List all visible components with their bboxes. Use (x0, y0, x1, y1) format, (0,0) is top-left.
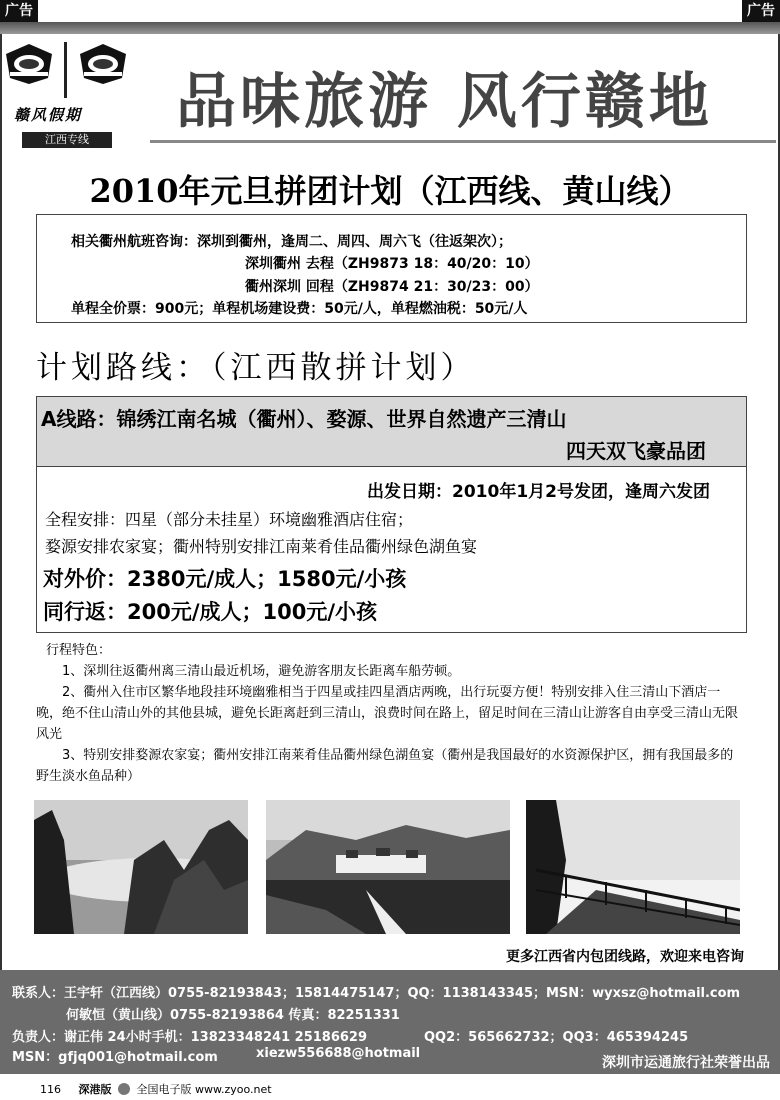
contact-line: QQ2：565662732；QQ3：465394245 (424, 1030, 689, 1045)
slogan-divider (150, 140, 776, 143)
feature-item: 1、深圳往返衢州离三清山最近机场，避免游客朋友长距离车船劳顿。 (62, 664, 461, 679)
edition-label: 深港版 (78, 1083, 112, 1096)
route-package: 四天双飞豪品团 (566, 439, 706, 463)
site-logo-icon (118, 1083, 130, 1095)
route-heading: 计划路线：（江西散拼计划） (36, 350, 476, 386)
logo-divider (64, 42, 67, 98)
contact-line: MSN：gfjq001@hotmail.com (12, 1050, 218, 1065)
flight-line: 衢州深圳 回程（ZH9874 21：30/23：00） (245, 279, 539, 295)
route-box (36, 396, 747, 633)
arrangement-line: 全程安排：四星（部分未挂星）环境幽雅酒店住宿； (45, 510, 414, 529)
feature-item: 3、特别安排婺源农家宴；衢州安排江南莱肴佳品衢州绿色湖鱼宴（衢州是我国最好的水资源保护区，拥有我国最多的野生淡水鱼品种） (36, 748, 734, 784)
features-label: 行程特色： (46, 643, 112, 658)
departure-date: 出发日期：2010年1月2号发团，逢周六发团 (367, 482, 710, 502)
contact-line: 联系人：王宇轩（江西线）0755-82193843；15814475147；QQ：1138143345；MSN：wyxsz@hotmail.com (12, 986, 741, 1001)
contact-line: 负责人：谢正伟 24小时手机：13823348241 25186629 (12, 1030, 368, 1045)
route-name: A线路：锦绣江南名城（衢州）、婺源、世界自然遗产三清山 (41, 407, 567, 431)
site-label: 全国电子版 www.zyoo.net (136, 1083, 272, 1096)
contact-section (0, 970, 780, 1074)
photo-village-river (266, 800, 510, 934)
brand-name: 赣风假期 (14, 106, 83, 124)
ad-label-right: 广告 (742, 0, 780, 22)
logo-group (4, 42, 128, 102)
photo-mountain-peaks (34, 800, 248, 934)
route-header (37, 397, 746, 467)
header-bar (0, 22, 780, 34)
arrangement-line: 婺源安排农家宴；衢州特别安排江南莱肴佳品衢州绿色湖鱼宴 (45, 537, 478, 556)
contact-line: xiezw556688@hotmail (256, 1046, 421, 1061)
page-number: 116 (40, 1083, 61, 1096)
publisher: 深圳市运通旅行社荣誉出品 (602, 1055, 770, 1071)
flight-line: 深圳衢州 去程（ZH9873 18：40/20：10） (245, 256, 539, 272)
more-routes-note: 更多江西省内包团线路，欢迎来电咨询 (506, 949, 744, 965)
ad-label-left: 广告 (0, 0, 38, 22)
itinerary-features (36, 640, 746, 787)
agent-price: 同行返：200元/成人；100元/小孩 (43, 600, 378, 624)
brand-logo-icon (4, 42, 54, 86)
photo-cliff-walkway (526, 800, 740, 934)
brand-logo-icon (78, 42, 128, 86)
slogan: 品味旅游 风行赣地 (176, 67, 713, 137)
flight-line: 单程全价票：900元；单程机场建设费：50元/人，单程燃油税：50元/人 (71, 301, 528, 317)
feature-item: 2、衢州入住市区繁华地段挂环境幽雅相当于四星或挂四星酒店两晚，出行玩耍方便！特别安排入住三清山下酒店一晚，绝不住山清山外的其他县城，避免长距离赶到三清山，浪费时间在路上，留足时间在三清山让游客自由享受三清山无限风光 (36, 685, 739, 742)
page-footer (40, 1081, 272, 1097)
plan-title: 2010年元旦拼团计划（江西线、黄山线） (89, 172, 691, 210)
flight-line: 相关衢州航班咨询：深圳到衢州，逢周二、周四、周六飞（往返架次）； (71, 234, 512, 250)
brand-subtitle: 江西专线 (22, 132, 112, 148)
public-price: 对外价：2380元/成人；1580元/小孩 (43, 567, 407, 591)
contact-line: 何敏恒（黄山线）0755-82193864 传真：82251331 (66, 1008, 400, 1023)
flight-info-box (36, 214, 747, 323)
